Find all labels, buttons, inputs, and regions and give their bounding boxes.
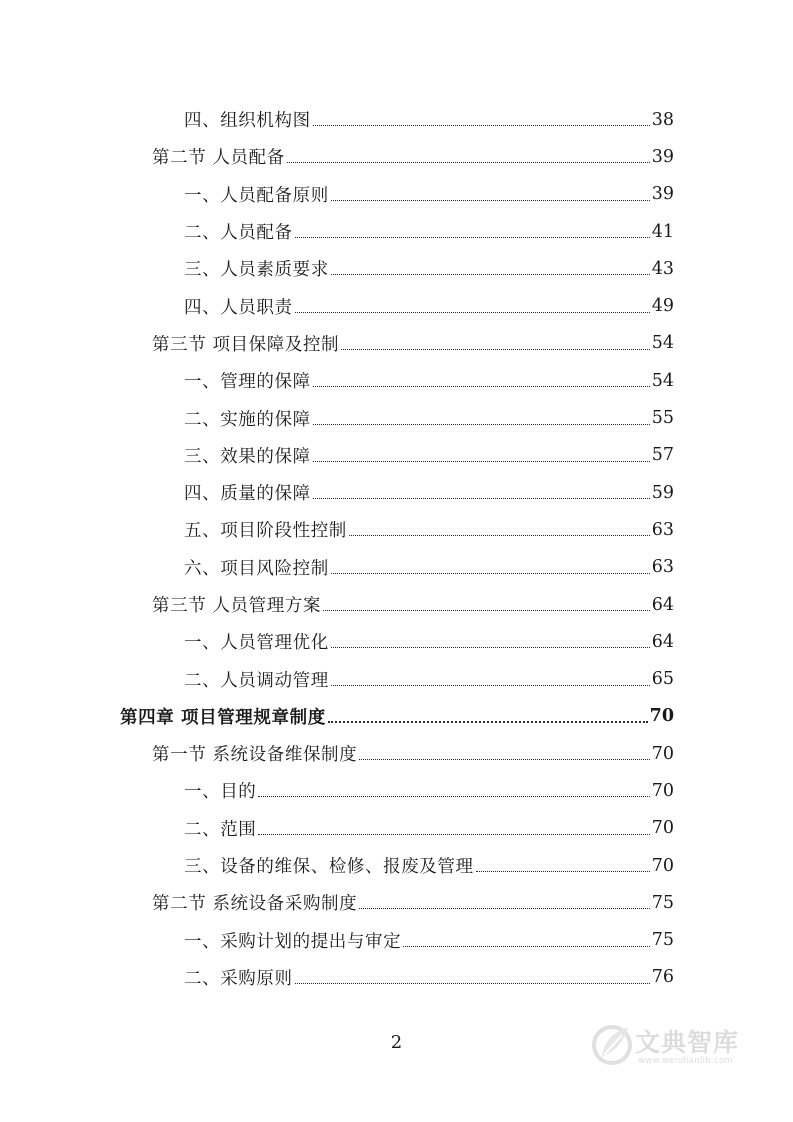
toc-entry-page: 63 (651, 519, 674, 540)
toc-dot-leader (331, 196, 650, 201)
toc-dot-leader (341, 345, 650, 350)
toc-dot-leader (313, 494, 650, 499)
toc-entry-page: 59 (651, 482, 674, 503)
toc-entry-label: 一、采购计划的提出与审定 (184, 931, 402, 952)
toc-entry-page: 39 (651, 184, 674, 205)
toc-dot-leader (328, 717, 648, 723)
toc-entry-label: 三、效果的保障 (184, 446, 311, 467)
toc-entry[interactable] (0, 437, 793, 474)
toc-dot-leader (331, 569, 650, 574)
toc-dot-leader (258, 830, 649, 835)
toc-entry-label: 第二节 人员配备 (152, 148, 285, 169)
leaf-logo-icon (590, 1017, 636, 1073)
toc-entry-label: 第三节 人员管理方案 (152, 596, 322, 616)
toc-entry-page: 55 (651, 408, 674, 429)
toc-dot-leader (313, 121, 650, 126)
toc-entry-page: 41 (651, 221, 674, 242)
toc-entry-page: 63 (651, 557, 674, 578)
toc-entry-page: 54 (651, 370, 674, 391)
toc-dot-leader (331, 681, 650, 686)
toc-entry-page: 75 (651, 892, 674, 913)
watermark-text: 文典智库 (635, 1028, 740, 1057)
toc-entry-page: 70 (649, 706, 674, 727)
toc-entry[interactable] (0, 586, 793, 623)
toc-entry[interactable] (0, 101, 793, 138)
toc-entry[interactable] (0, 325, 793, 362)
toc-entry-label: 四、人员职责 (184, 297, 293, 318)
toc-entry-page: 65 (651, 669, 674, 690)
toc-entry-page: 49 (651, 296, 674, 317)
toc-entry[interactable] (0, 138, 793, 175)
toc-entry-page: 70 (651, 855, 674, 876)
toc-entry-page: 70 (651, 818, 674, 839)
toc-entry-page: 57 (651, 445, 674, 466)
toc-entry[interactable] (0, 213, 793, 250)
toc-dot-leader (313, 457, 650, 462)
toc-entry-label: 第二节 系统设备采购制度 (152, 894, 358, 915)
toc-entry-label: 五、项目阶段性控制 (184, 521, 347, 542)
toc-entry-label: 四、组织机构图 (184, 111, 311, 132)
toc-dot-leader (295, 308, 650, 313)
toc-entry[interactable] (0, 810, 793, 847)
toc-entry[interactable] (0, 884, 793, 921)
toc-dot-leader (313, 420, 650, 425)
toc-dot-leader (258, 792, 649, 797)
toc-entry-label: 二、实施的保障 (184, 409, 311, 430)
toc-entry-page: 43 (651, 258, 674, 279)
toc-entry[interactable] (0, 922, 793, 959)
toc-entry-label: 二、采购原则 (184, 968, 293, 989)
toc-dot-leader (331, 643, 650, 648)
toc-entry[interactable] (0, 660, 793, 697)
toc-entry[interactable] (0, 474, 793, 511)
toc-entry-page: 70 (651, 780, 674, 801)
toc-dot-leader (476, 867, 650, 872)
toc-dot-leader (295, 233, 650, 238)
toc-dot-leader (295, 979, 650, 984)
toc-entry[interactable] (0, 399, 793, 436)
toc-entry-label: 第四章 项目管理规章制度 (120, 707, 326, 728)
toc-entry-label: 三、设备的维保、检修、报废及管理 (184, 857, 474, 878)
toc-entry-label: 一、管理的保障 (184, 372, 311, 393)
toc-entry-label: 四、质量的保障 (184, 484, 311, 505)
toc-dot-leader (313, 382, 650, 387)
toc-entry-label: 二、人员配备 (184, 223, 293, 244)
toc-entry-label: 一、目的 (184, 782, 257, 803)
toc-dot-leader (287, 158, 650, 163)
toc-entry-label: 三、人员素质要求 (184, 260, 329, 281)
toc-entry-label: 第三节 项目保障及控制 (152, 334, 340, 355)
toc-entry-label: 六、项目风险控制 (184, 558, 329, 579)
toc-entry[interactable] (0, 511, 793, 548)
toc-entry-page: 64 (651, 594, 674, 615)
watermark-logo (590, 1017, 760, 1077)
toc-entry[interactable] (0, 623, 793, 660)
toc-entry-page: 54 (651, 333, 674, 354)
toc-entry[interactable] (0, 735, 793, 772)
toc-dot-leader (349, 531, 650, 536)
toc-entry-page: 64 (651, 631, 674, 652)
toc-dot-leader (323, 606, 650, 611)
page-number: 2 (390, 1032, 403, 1053)
toc-entry-page: 39 (651, 146, 674, 167)
toc-entry-page: 70 (651, 743, 674, 764)
toc-dot-leader (331, 270, 650, 275)
toc-dot-leader (359, 755, 649, 760)
table-of-contents (0, 101, 793, 996)
toc-entry[interactable] (0, 549, 793, 586)
toc-entry[interactable] (0, 847, 793, 884)
toc-entry[interactable] (0, 698, 793, 735)
toc-entry-page: 38 (651, 109, 674, 130)
toc-entry[interactable] (0, 176, 793, 213)
toc-entry[interactable] (0, 959, 793, 996)
toc-entry[interactable] (0, 287, 793, 324)
toc-entry-label: 一、人员管理优化 (184, 633, 329, 654)
toc-dot-leader (403, 942, 650, 947)
toc-entry[interactable] (0, 250, 793, 287)
watermark-url: www.wendianlib.com (638, 1056, 734, 1066)
toc-entry-label: 第一节 系统设备维保制度 (152, 745, 358, 766)
toc-entry-label: 二、范围 (184, 819, 257, 840)
toc-dot-leader (359, 904, 649, 909)
toc-entry[interactable] (0, 362, 793, 399)
toc-entry-page: 75 (651, 930, 674, 951)
toc-entry[interactable] (0, 772, 793, 809)
toc-entry-label: 二、人员调动管理 (184, 670, 329, 691)
toc-entry-page: 76 (651, 967, 674, 988)
toc-entry-label: 一、人员配备原则 (184, 185, 329, 206)
